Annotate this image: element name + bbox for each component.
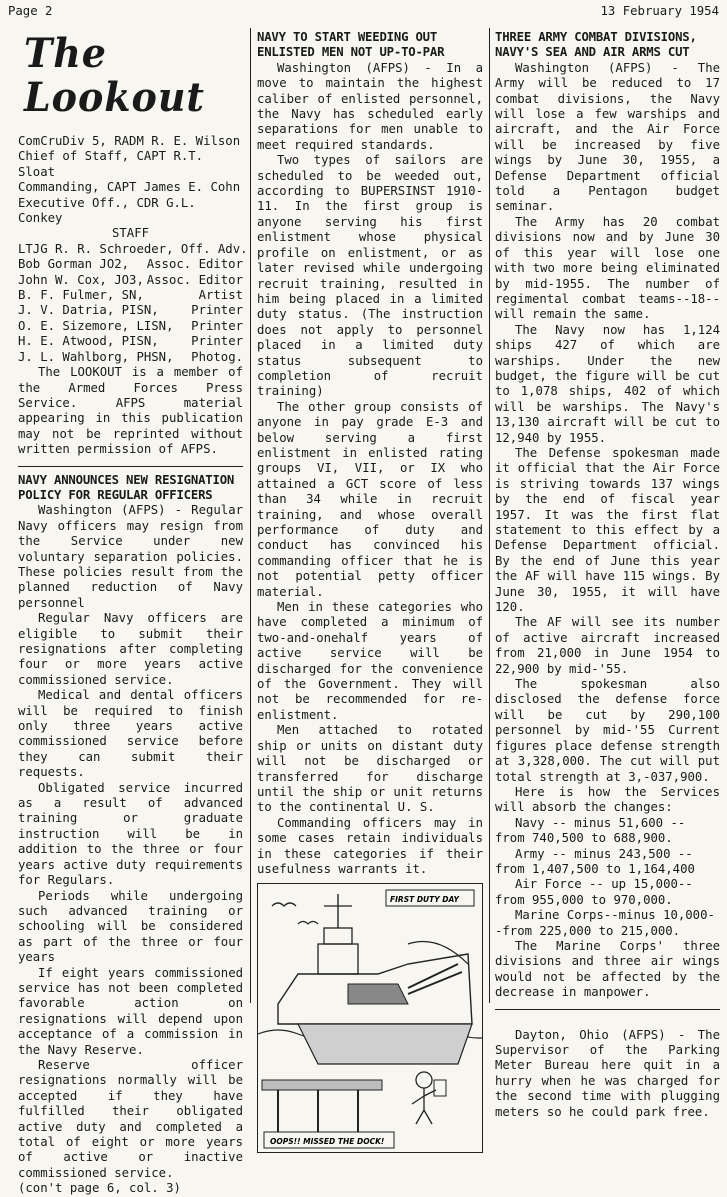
article-paragraph: Washington (AFPS) - In a move to maintain the highest caliber of enlisted personnel, the Navy has scheduled early separations for men unable to meet required standards. <box>257 60 483 152</box>
staff-name: J. V. Datria, PISN, <box>18 303 159 318</box>
staff-row <box>18 334 243 349</box>
article-headline: NAVY ANNOUNCES NEW RESIGNATION POLICY FOR REGULAR OFFICERS <box>18 472 235 502</box>
article-resignation <box>18 473 243 1197</box>
page-number: Page 2 <box>8 4 53 18</box>
article-paragraph: Washington (AFPS) - Regular Navy officers may resign from the Service under new voluntary separation policies. These policies result from the planned reduction of Navy personnel <box>18 503 243 610</box>
column-1 <box>18 30 248 1197</box>
staff-name: John W. Cox, JO3, <box>18 272 144 287</box>
article-paragraph: Regular Navy officers are eligible to submit their resignations after completing four or more years active commissioned service. <box>18 611 243 687</box>
staff-name: LTJG R. R. Schroeder, Off. Adv. <box>18 241 248 256</box>
staff-role: Assoc. Editor <box>146 257 243 272</box>
section-rule <box>18 466 243 467</box>
cartoon-caption-bottom: OOPS!! MISSED THE DOCK! <box>270 1137 385 1147</box>
article-paragraph: The other group consists of anyone in pay grade E-3 and below serving a first enlistment in enlisted rating groups VI, VII, or IX who attained a GCT score of less than 34 while in recruit training, and whose overall performance of duty and conduct has convinced his commanding officer that he is not potential petty officer material. <box>257 399 483 599</box>
staff-role: Printer <box>191 303 243 318</box>
masthead-notice: The LOOKOUT is a member of the Armed Forces Press Service. AFPS material appearing in this publication may not be reprinted without written permission of AFPS. <box>18 365 243 457</box>
staff-name: O. E. Sizemore, LISN, <box>18 318 174 333</box>
staff-line: Commanding, CAPT James E. Cohn <box>18 180 241 195</box>
article-paragraph: If eight years commissioned service has not been completed favorable action on resignations will depend upon acceptance of a commission in the Navy Reserve. <box>18 965 243 1057</box>
article-paragraph: The spokesman also disclosed the defense force will be cut by 290,100 personnel by mid-'55 Current figures place defense strength at 3,328,000. The cut will put total strength at 3,-037,900. <box>495 677 720 784</box>
column-2 <box>257 30 483 1153</box>
issue-date: 13 February 1954 <box>600 4 719 18</box>
article-paragraph: Men attached to rotated ship or units on distant duty will not be discharged or transferred for discharge until the ship or unit returns to the continental U. S. <box>257 723 483 815</box>
article-paragraph: The Defense spokesman made it official that the Air Force is striving towards 137 wings by the end of fiscal year 1957. It was the first flat statement to this effect by a Defense Department official. By the end of June this year the AF will have 115 wings. By June 30, 1955, it will have 120. <box>495 445 720 615</box>
staff-line: Executive Off., CDR G.L. Conkey <box>18 195 196 226</box>
staff-name: H. E. Atwood, PISN, <box>18 334 159 349</box>
cartoon <box>257 883 483 1153</box>
article-army <box>495 30 720 1001</box>
article-paragraph: Washington (AFPS) - The Army will be reduced to 17 combat divisions, the Navy will lose a few warships and aircraft, and the Air Force will be increased by five wings by June 30, 1955, a Defense Department official told a Pentagon budget seminar. <box>495 60 720 214</box>
staff-name: B. F. Fulmer, SN, <box>18 288 144 303</box>
article-dayton <box>495 1028 720 1120</box>
article-paragraph: The Army has 20 combat divisions now and by June 30 of this year will lose one with two more being eliminated by mid-1955. The number of regimental combat teams--18--will remain the same. <box>495 214 720 322</box>
staff-role: Printer <box>191 334 243 349</box>
cartoon-caption-top: FIRST DUTY DAY <box>390 895 459 905</box>
article-paragraph: Periods while undergoing such advanced training or schooling will be considered as part of the three or four years <box>18 888 243 965</box>
article-paragraph: Here is how the Services will absorb the changes: <box>495 784 720 815</box>
change-item: Army -- minus 243,500 --from 1,407,500 to 1,164,400 <box>495 846 695 876</box>
staff-row <box>18 350 243 365</box>
article-paragraph: Dayton, Ohio (AFPS) - The Supervisor of the Parking Meter Bureau here quit in a hurry when he was charged for the second time with plugging meters so he could park free. <box>495 1027 720 1119</box>
masthead-staff <box>18 134 248 458</box>
staff-row <box>18 319 243 334</box>
article-paragraph: Men in these categories who have completed a minimum of two-and-onehalf years of active service will be discharged for the convenience of the Government. They will not be recommended for re-enlistment. <box>257 600 483 722</box>
article-paragraph: Medical and dental officers will be required to finish only three years active commissioned service before they can submit their requests. <box>18 688 243 780</box>
article-headline: THREE ARMY COMBAT DIVISIONS, NAVY'S SEA AND AIR ARMS CUT <box>495 30 697 60</box>
article-paragraph: The AF will see its number of active aircraft increased from 21,000 in June 1954 to 22,900 by mid-'55. <box>495 615 720 676</box>
article-paragraph: Commanding officers may in some cases retain individuals in these categories if their usefulness warrants it. <box>257 815 483 876</box>
staff-role: Printer <box>191 318 243 333</box>
cartoon-drawing <box>258 884 482 1152</box>
change-item: Marine Corps--minus 10,000--from 225,000 to 215,000. <box>495 908 715 938</box>
staff-role: Photog. <box>191 349 243 364</box>
article-headline: NAVY TO START WEEDING OUT ENLISTED MEN NOT UP-TO-PAR <box>257 30 445 60</box>
staff-line: Chief of Staff, CAPT R.T. Sloat <box>18 149 204 179</box>
change-item: Navy -- minus 51,600 -- from 740,500 to 688,900. <box>495 815 686 846</box>
change-item: Air Force -- up 15,000--from 955,000 to 970,000. <box>495 877 693 907</box>
staff-name: Bob Gorman JO2, <box>18 257 130 272</box>
column-divider <box>250 28 251 1003</box>
article-paragraph: Two types of sailors are scheduled to be weeded out, according to BUPERSINST 1910-11. In the first group is anyone serving his first enlistment whose physical profile on enlistment, or as later revised while undergoing recruit training, resulted in him being placed in a limited duty status. (The instruction does not apply to personnel placed in a limited duty status subsequent to completion of recruit training) <box>257 153 483 399</box>
column-divider <box>489 28 490 1003</box>
staff-line: ComCruDiv 5, RADM R. E. Wilson <box>18 134 241 148</box>
article-paragraph: Reserve officer resignations normally will be accepted if they have fulfilled their obligated active duty and completed a total of eight or more years of active or inactive commissioned service. <box>18 1057 243 1180</box>
staff-row <box>18 273 243 288</box>
article-paragraph: The Marine Corps' three divisions and three air wings would not be affected by the decrease in manpower. <box>495 938 720 1000</box>
article-paragraph: Obligated service incurred as a result of advanced training or graduate instruction will be in addition to the three or four years active duty requirements for Regulars. <box>18 780 243 888</box>
staff-row <box>18 241 248 257</box>
article-weeding <box>257 30 483 877</box>
column-3 <box>495 30 720 1120</box>
masthead-title: The Lookout <box>24 30 205 121</box>
continued-note: (con't page 6, col. 3) <box>18 1181 181 1196</box>
staff-row <box>18 288 243 303</box>
staff-role: Assoc. Editor <box>146 272 243 287</box>
staff-heading: STAFF <box>111 226 150 241</box>
staff-name: J. L. Wahlborg, PHSN, <box>18 349 174 364</box>
staff-role: Artist <box>198 288 243 303</box>
article-paragraph: The Navy now has 1,124 ships 427 of which are warships. Under the new budget, the figure will be cut to 1,078 ships, 402 of which will be warships. The Navy's 13,130 aircraft will be cut to 12,940 by 1955. <box>495 322 720 445</box>
section-rule <box>495 1009 720 1010</box>
staff-row <box>18 257 243 272</box>
staff-row <box>18 303 243 318</box>
